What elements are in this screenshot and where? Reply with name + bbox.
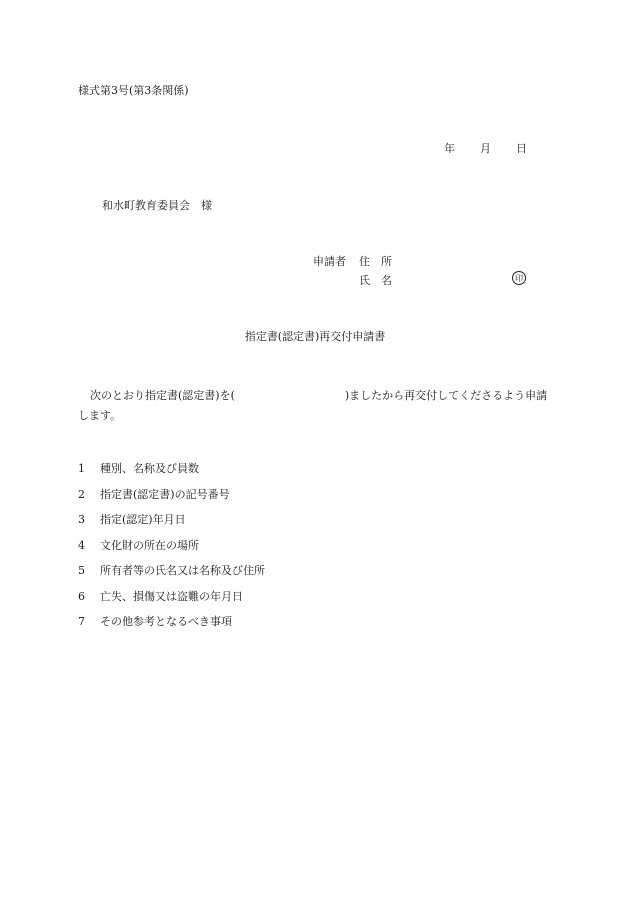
- date-month-label: 月: [480, 142, 491, 155]
- body-paragraph: [78, 386, 558, 426]
- list-item: 7 その他参考となるべき事項: [78, 615, 232, 628]
- address-label: 住 所: [359, 255, 392, 268]
- applicant-label: 申請者: [313, 255, 346, 268]
- list-item: 5 所有者等の氏名又は名称及び住所: [78, 564, 265, 577]
- date-year-label: 年: [444, 142, 455, 155]
- list-item: 3 指定(認定)年月日: [78, 513, 186, 526]
- date-day-label: 日: [516, 142, 527, 155]
- name-label: 氏 名: [359, 274, 392, 287]
- list-item: 6 亡失、損傷又は盗難の年月日: [78, 589, 243, 603]
- addressee: 和水町教育委員会 様: [102, 199, 212, 212]
- body-text-after: )ましたから再交付してくださるよう申請します。: [78, 389, 548, 422]
- document-title: [0, 330, 630, 344]
- list-item: 1 種別、名称及び員数: [78, 462, 199, 475]
- list-item: 4 文化財の所在の場所: [78, 538, 199, 552]
- date-line: [0, 142, 630, 156]
- form-number: 様式第3号(第3条関係): [78, 84, 189, 97]
- item-list: [78, 462, 265, 641]
- body-text-before: 次のとおり指定書(認定書)を(: [90, 389, 235, 402]
- seal-mark: 印: [512, 271, 526, 285]
- document-title-text: 指定書(認定書)再交付申請書: [244, 330, 386, 343]
- list-item: 2 指定書(認定書)の記号番号: [78, 487, 230, 501]
